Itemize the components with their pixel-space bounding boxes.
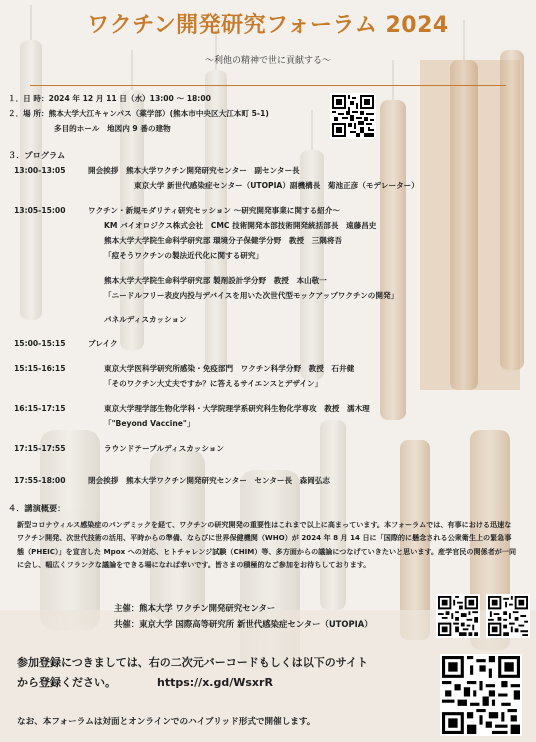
venue-line: ２．場 所：熊本大学大江キャンパス（薬学部）(熊本市中央区大江本町 5-1) — [8, 109, 269, 118]
host-organizer: 主催：熊本大学 ワクチン開発研究センター — [114, 603, 276, 613]
registration-text-2: から登録ください。 — [17, 676, 116, 689]
program-line: KM バイオロジクス株式会社 CMC 技術開発本部技術開発統括部長 遠藤昌史 — [104, 221, 377, 230]
program-line: 「"Beyond Vaccine"」 — [104, 419, 195, 428]
program-line: 熊本大学大学院生命科学研究部 製剤設計学分野 教授 本山敬一 — [104, 276, 327, 285]
qr-code-host-icon[interactable] — [436, 594, 480, 638]
hybrid-note: なお、本フォーラムは対面とオンラインでのハイブリッド形式で開催します。 — [17, 717, 316, 727]
program-time: 13:00-13:05 — [14, 166, 66, 175]
program-time: 13:05-15:00 — [14, 206, 66, 215]
registration-link[interactable]: https://x.gd/WsxrR — [157, 676, 273, 689]
program-line: 「ニードルフリー表皮内投与デバイスを用いた次世代型モックアップワクチンの開発」 — [104, 291, 399, 300]
program-line: 「痘そうワクチンの製法近代化に関する研究」 — [104, 251, 264, 260]
program-line: ラウンドテーブルディスカッション — [104, 444, 224, 453]
program-line: 閉会挨拶 熊本大学ワクチン開発研究センター センター長 森岡弘志 — [88, 476, 331, 485]
page-title: ワクチン開発研究フォーラム 2024 — [87, 13, 449, 38]
abstract-text: 新型コロナウィルス感染症のパンデミックを経て、ワクチンの研究開発の重要性はこれまで以上に高まっています。本フォーラムでは、有事における迅速なワクチン開発、次世代技術の活用、平時からの準備、ならびに世界保健機関（WHO）が 2024 年 8 月 14 日に「国際的に懸念される公衆衛生上の緊急事態（PHEIC）」を宣言した Mpox への対応、ヒトチャレンジ試験（CHIM）等、多方面からの議論につなげていきたいと思います。産学官民の関係者が一同に会し、幅広くフランクな議論をできる場になれば幸いです。皆さまの積極的なご参加をお待ちしております。 — [17, 520, 517, 570]
program-time: 16:15-17:15 — [14, 404, 66, 413]
program-line: 東京大学医科学研究所感染・免疫部門 ワクチン科学分野 教授 石井健 — [104, 364, 355, 373]
program-time: 17:55-18:00 — [14, 476, 66, 485]
title-divider — [30, 85, 506, 86]
registration-text: 参加登録につきましては、右の二次元バーコードもしくは以下のサイト — [17, 656, 369, 669]
program-line: 東京大学 新世代感染症センター（UTOPIA）副機構長 菊池正彦（モデレーター） — [134, 181, 419, 190]
page-subtitle: ～利他の精神で世に貢献する～ — [204, 56, 331, 66]
venue-building: 多目的ホール 地図内 9 番の建物 — [54, 124, 171, 133]
program-line: ブレイク — [88, 339, 118, 348]
date-line: １．日 時：2024 年 12 月 11 日（水）13:00 ～ 18:00 — [8, 94, 211, 103]
cohost-organizer: 共催：東京大学 国際高等研究所 新世代感染症センター（UTOPIA） — [114, 619, 373, 629]
program-line: パネルディスカッション — [104, 315, 187, 324]
abstract-heading: ４．講演概要： — [8, 503, 66, 513]
program-time: 15:00-15:15 — [14, 339, 66, 348]
program-time: 15:15-16:15 — [14, 364, 66, 373]
program-line: 東京大学理学部生物化学科・大学院理学系研究科生物化学専攻 教授 濡木理 — [104, 404, 370, 413]
program-line: 「そのワクチン大丈夫ですか？に答えるサイエンスとデザイン」 — [104, 379, 323, 388]
program-line: 熊本大学大学院生命科学研究部 環境分子保健学分野 教授 三隅将吾 — [104, 236, 343, 245]
qr-code-registration-icon[interactable] — [440, 654, 522, 736]
qr-code-cohost-icon[interactable] — [486, 594, 530, 638]
program-line: ワクチン・新規モダリティ研究セッション ～研究開発事業に関する紹介～ — [88, 206, 340, 215]
program-heading: ３．プログラム — [8, 150, 66, 160]
qr-code-map-icon[interactable] — [330, 93, 376, 139]
program-line: 開会挨拶 熊本大学ワクチン開発研究センター 副センター長 — [88, 166, 300, 175]
program-time: 17:15-17:55 — [14, 444, 66, 453]
